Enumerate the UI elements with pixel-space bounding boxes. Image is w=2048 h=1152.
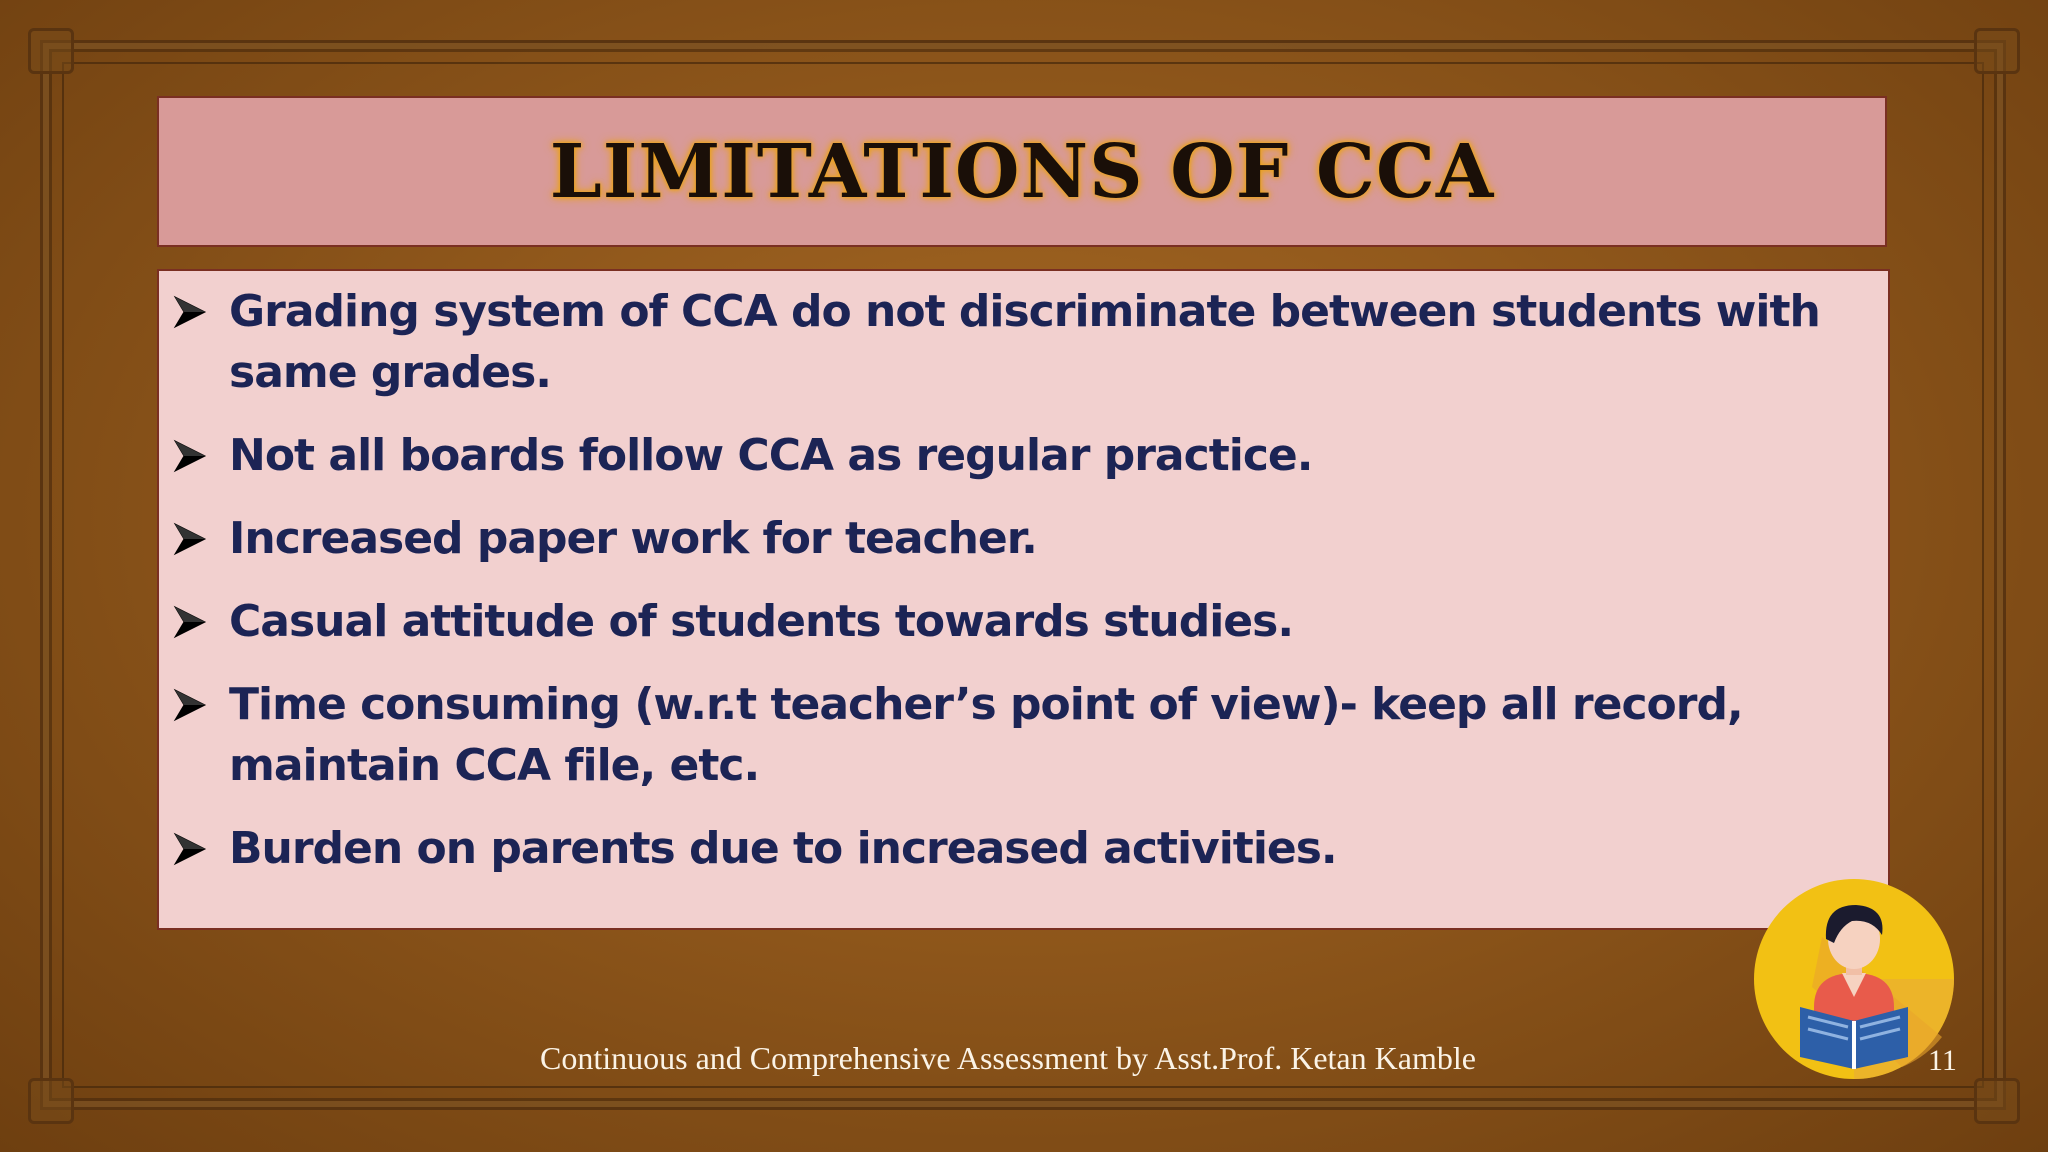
bullet-item [173, 818, 1848, 879]
bullet-text: Casual attitude of students towards studies. [229, 596, 1294, 647]
bullet-text: Not all boards follow CCA as regular practice. [229, 430, 1313, 481]
arrowhead-bullet-icon [173, 591, 229, 652]
arrowhead-bullet-icon [173, 818, 229, 879]
bullet-item [173, 674, 1848, 796]
arrowhead-bullet-icon [173, 425, 229, 486]
content-box [157, 269, 1890, 930]
frame-corner-top-right [1974, 28, 2020, 74]
reading-student-icon [1752, 877, 1956, 1081]
frame-corner-bottom-left [28, 1078, 74, 1124]
bullet-item [173, 281, 1848, 403]
arrowhead-bullet-icon [173, 281, 229, 342]
frame-corner-top-left [28, 28, 74, 74]
bullet-list [173, 281, 1848, 879]
arrowhead-bullet-icon [173, 508, 229, 569]
slide-title: LIMITATIONS OF CCA [549, 128, 1495, 215]
arrowhead-bullet-icon [173, 674, 229, 735]
bullet-text: Increased paper work for teacher. [229, 513, 1037, 564]
frame-corner-bottom-right [1974, 1078, 2020, 1124]
bullet-item [173, 591, 1848, 652]
footer-text: Continuous and Comprehensive Assessment by Asst.Prof. Ketan Kamble [540, 1040, 1476, 1076]
title-box [157, 96, 1887, 247]
bullet-text: Grading system of CCA do not discriminate between students with same grades. [229, 286, 1820, 398]
bullet-text: Time consuming (w.r.t teacher’s point of view)- keep all record, maintain CCA file, etc. [229, 679, 1743, 791]
page-number: 11 [1928, 1044, 1957, 1077]
bullet-item [173, 425, 1848, 486]
bullet-item [173, 508, 1848, 569]
bullet-text: Burden on parents due to increased activities. [229, 823, 1337, 874]
